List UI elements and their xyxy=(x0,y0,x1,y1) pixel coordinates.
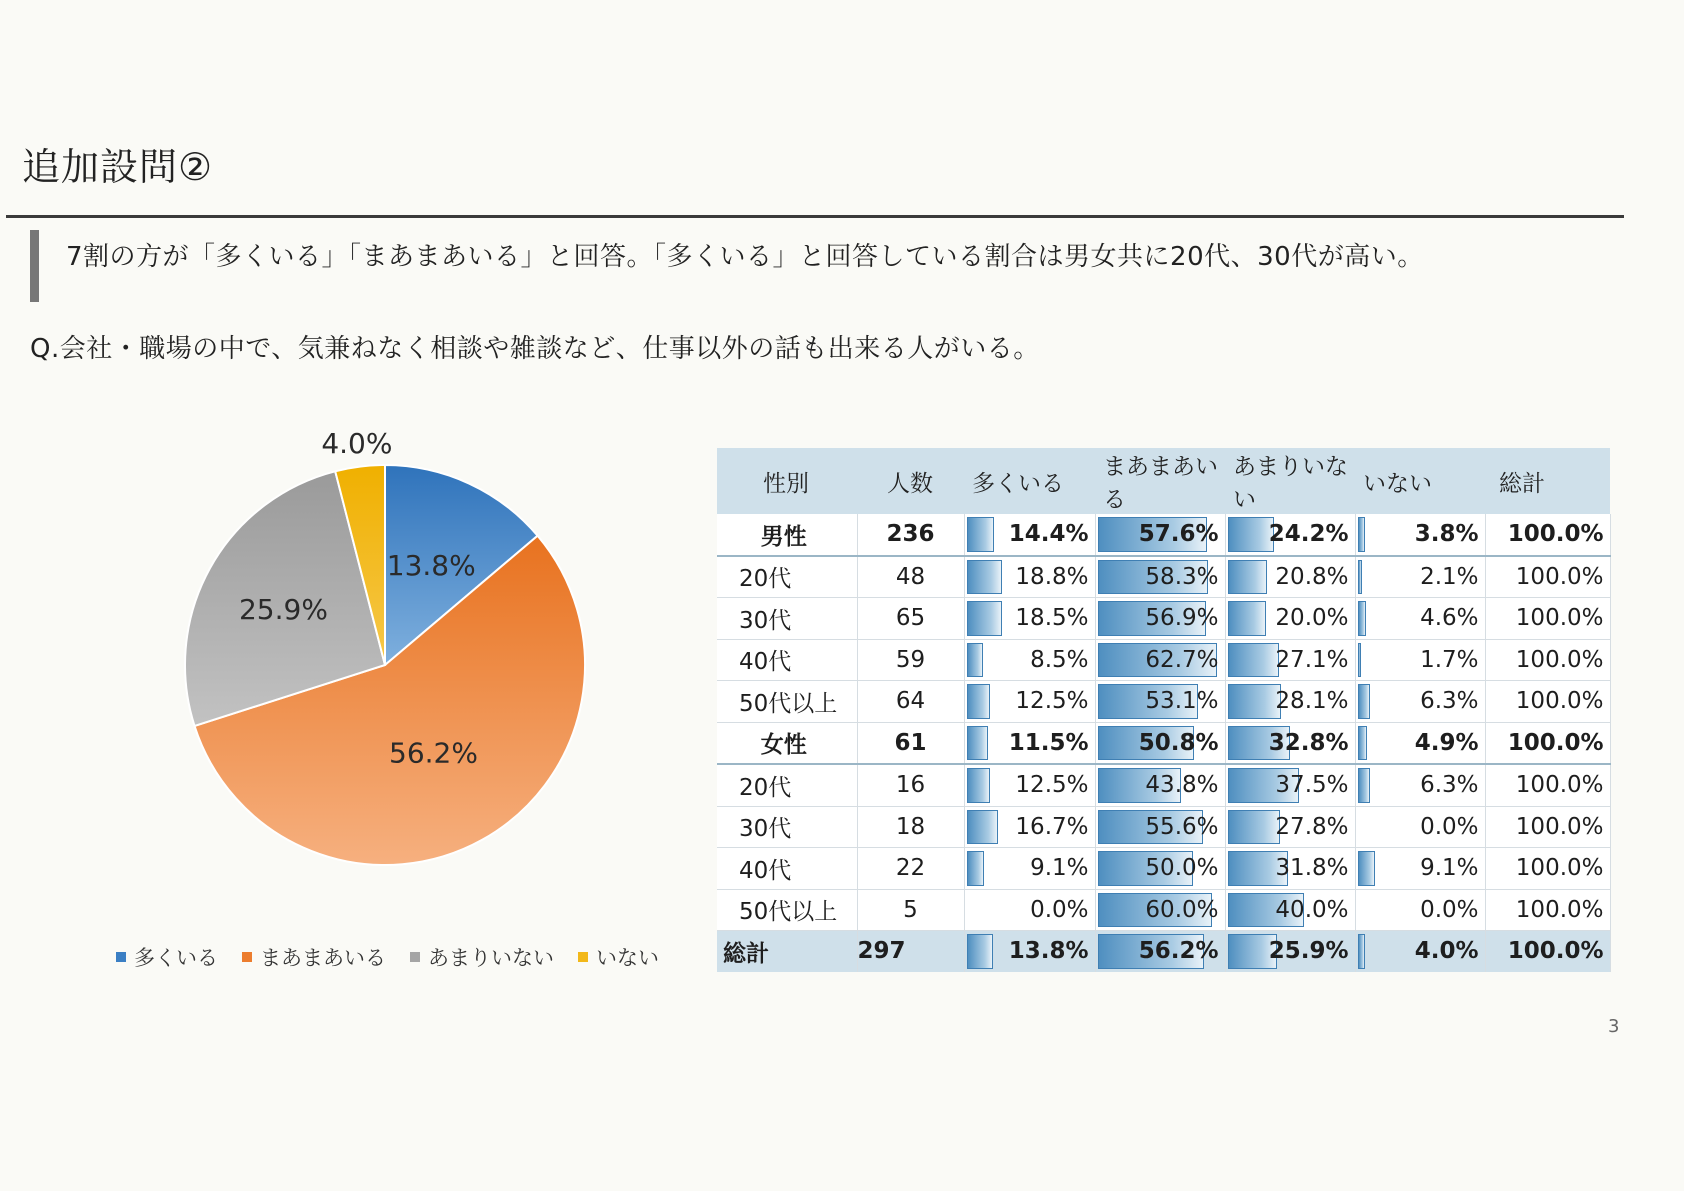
value-many: 12.5% xyxy=(1015,772,1089,799)
row-count: 64 xyxy=(857,681,964,723)
row-count: 16 xyxy=(857,764,964,806)
cell-many xyxy=(964,931,1095,972)
row-label: 男性 xyxy=(717,514,857,556)
value-many: 13.8% xyxy=(1008,938,1089,965)
table-row xyxy=(717,598,1610,640)
col-header-none: いない xyxy=(1355,448,1485,514)
pie-label-few: 25.9% xyxy=(238,592,328,626)
value-many: 14.4% xyxy=(1008,521,1089,548)
col-header-total: 総計 xyxy=(1485,448,1610,514)
table-row xyxy=(717,931,1610,972)
summary-text: 7割の方が「多くいる」「まあまあいる」と回答。「多くいる」と回答している割合は男女共に20代、30代が高い。 xyxy=(66,242,1424,272)
row-label: 20代 xyxy=(717,556,857,598)
page-title: 追加設問② xyxy=(22,145,214,189)
cell-none xyxy=(1355,681,1485,723)
cell-few xyxy=(1225,556,1355,598)
table-row xyxy=(717,764,1610,806)
row-label: 女性 xyxy=(717,722,857,764)
row-count: 236 xyxy=(857,514,964,556)
value-few: 28.1% xyxy=(1275,688,1349,715)
cell-none xyxy=(1355,722,1485,764)
legend-label-many: 多くいる xyxy=(134,946,218,970)
cell-some xyxy=(1095,681,1225,723)
value-few: 40.0% xyxy=(1275,896,1349,923)
pie-label-some: 56.2% xyxy=(389,736,478,770)
title-divider xyxy=(6,215,1624,218)
legend-label-none: いない xyxy=(596,946,659,970)
cell-some xyxy=(1095,514,1225,556)
pie-chart xyxy=(150,430,610,900)
value-none: 1.7% xyxy=(1420,646,1479,673)
table-header-row xyxy=(717,448,1610,514)
cell-few xyxy=(1225,806,1355,848)
value-some: 50.8% xyxy=(1138,729,1219,756)
cell-many xyxy=(964,806,1095,848)
cell-many xyxy=(964,848,1095,890)
value-many: 0.0% xyxy=(1030,896,1089,923)
cell-few xyxy=(1225,848,1355,890)
value-none: 0.0% xyxy=(1420,813,1479,840)
bar-none xyxy=(1358,768,1370,803)
cell-none xyxy=(1355,556,1485,598)
col-header-gender: 性別 xyxy=(717,448,857,514)
bar-many xyxy=(967,810,999,845)
cell-none xyxy=(1355,639,1485,681)
cell-many xyxy=(964,681,1095,723)
cell-many xyxy=(964,598,1095,640)
legend-swatch-some xyxy=(242,952,252,962)
row-count: 59 xyxy=(857,639,964,681)
value-many: 16.7% xyxy=(1015,813,1089,840)
row-label: 30代 xyxy=(717,598,857,640)
cell-some xyxy=(1095,556,1225,598)
cell-none xyxy=(1355,514,1485,556)
value-many: 8.5% xyxy=(1030,646,1089,673)
cell-some xyxy=(1095,806,1225,848)
value-none: 4.6% xyxy=(1420,605,1479,632)
cell-many xyxy=(964,556,1095,598)
legend-item-few xyxy=(410,942,554,972)
row-label: 40代 xyxy=(717,639,857,681)
bar-few xyxy=(1228,560,1268,595)
table-row xyxy=(717,556,1610,598)
value-none: 0.0% xyxy=(1420,896,1479,923)
pie-label-none: 4.0% xyxy=(321,430,393,460)
col-header-some: まあまあいる xyxy=(1095,448,1225,514)
cell-few xyxy=(1225,931,1355,972)
col-header-few: あまりいない xyxy=(1225,448,1355,514)
value-some: 58.3% xyxy=(1145,563,1219,590)
pie-label-many: 13.8% xyxy=(386,549,476,583)
row-label: 40代 xyxy=(717,848,857,890)
row-total: 100.0% xyxy=(1485,806,1610,848)
bar-none xyxy=(1358,601,1367,636)
row-label: 20代 xyxy=(717,764,857,806)
row-total: 100.0% xyxy=(1485,556,1610,598)
bar-few xyxy=(1228,517,1274,552)
row-total: 100.0% xyxy=(1485,514,1610,556)
row-total: 100.0% xyxy=(1485,681,1610,723)
row-total: 100.0% xyxy=(1485,722,1610,764)
value-none: 6.3% xyxy=(1420,772,1479,799)
value-many: 18.5% xyxy=(1015,605,1089,632)
value-few: 27.8% xyxy=(1275,813,1349,840)
value-some: 56.9% xyxy=(1145,605,1219,632)
cell-some xyxy=(1095,639,1225,681)
table-row xyxy=(717,514,1610,556)
value-some: 56.2% xyxy=(1138,938,1219,965)
cell-few xyxy=(1225,889,1355,931)
bar-none xyxy=(1358,934,1366,969)
bar-many xyxy=(967,684,991,719)
row-count: 22 xyxy=(857,848,964,890)
bar-none xyxy=(1358,684,1370,719)
bar-many xyxy=(967,560,1003,595)
row-count: 297 xyxy=(857,931,964,972)
pie-legend xyxy=(116,942,659,972)
row-label: 50代以上 xyxy=(717,889,857,931)
legend-label-few: あまりいない xyxy=(428,946,554,970)
cell-none xyxy=(1355,598,1485,640)
cell-some xyxy=(1095,889,1225,931)
value-few: 20.0% xyxy=(1275,605,1349,632)
value-many: 11.5% xyxy=(1008,729,1089,756)
value-many: 9.1% xyxy=(1030,855,1089,882)
cell-some xyxy=(1095,848,1225,890)
bar-many xyxy=(967,643,983,678)
row-total: 100.0% xyxy=(1485,848,1610,890)
row-label: 50代以上 xyxy=(717,681,857,723)
value-none: 4.9% xyxy=(1414,729,1479,756)
cell-some xyxy=(1095,598,1225,640)
bar-many xyxy=(967,851,984,886)
value-some: 50.0% xyxy=(1145,855,1219,882)
cell-none xyxy=(1355,848,1485,890)
value-some: 53.1% xyxy=(1145,688,1219,715)
cell-many xyxy=(964,889,1095,931)
value-some: 43.8% xyxy=(1145,772,1219,799)
row-count: 18 xyxy=(857,806,964,848)
value-few: 20.8% xyxy=(1275,563,1349,590)
row-count: 65 xyxy=(857,598,964,640)
bar-few xyxy=(1228,601,1266,636)
bar-many xyxy=(967,768,991,803)
table-row xyxy=(717,848,1610,890)
page-number: 3 xyxy=(1608,1016,1620,1037)
cell-many xyxy=(964,764,1095,806)
cell-many xyxy=(964,639,1095,681)
bar-many xyxy=(967,517,994,552)
table-row xyxy=(717,806,1610,848)
cell-some xyxy=(1095,722,1225,764)
table-row xyxy=(717,722,1610,764)
value-some: 55.6% xyxy=(1145,813,1219,840)
value-few: 32.8% xyxy=(1268,729,1349,756)
value-many: 12.5% xyxy=(1015,688,1089,715)
row-total: 100.0% xyxy=(1485,598,1610,640)
row-count: 48 xyxy=(857,556,964,598)
cell-few xyxy=(1225,514,1355,556)
value-few: 27.1% xyxy=(1275,646,1349,673)
breakdown-table xyxy=(717,448,1611,972)
row-count: 61 xyxy=(857,722,964,764)
value-some: 62.7% xyxy=(1145,646,1219,673)
value-some: 60.0% xyxy=(1145,896,1219,923)
legend-item-many xyxy=(116,942,218,972)
row-label: 30代 xyxy=(717,806,857,848)
legend-swatch-none xyxy=(578,952,588,962)
cell-few xyxy=(1225,722,1355,764)
bar-few xyxy=(1228,684,1281,719)
bar-none xyxy=(1358,851,1375,886)
cell-some xyxy=(1095,764,1225,806)
value-none: 6.3% xyxy=(1420,688,1479,715)
bar-many xyxy=(967,601,1002,636)
legend-swatch-many xyxy=(116,952,126,962)
bar-none xyxy=(1358,726,1367,761)
legend-item-none xyxy=(578,942,659,972)
row-label: 総計 xyxy=(717,931,857,972)
value-few: 24.2% xyxy=(1268,521,1349,548)
cell-few xyxy=(1225,764,1355,806)
bar-none xyxy=(1358,517,1365,552)
bar-none xyxy=(1358,643,1361,678)
value-none: 9.1% xyxy=(1420,855,1479,882)
value-many: 18.8% xyxy=(1015,563,1089,590)
table-row xyxy=(717,639,1610,681)
legend-item-some xyxy=(242,942,386,972)
cell-many xyxy=(964,722,1095,764)
bar-few xyxy=(1228,810,1281,845)
value-some: 57.6% xyxy=(1138,521,1219,548)
value-none: 2.1% xyxy=(1420,563,1479,590)
row-count: 5 xyxy=(857,889,964,931)
row-total: 100.0% xyxy=(1485,931,1610,972)
table-row xyxy=(717,681,1610,723)
row-total: 100.0% xyxy=(1485,764,1610,806)
bar-many xyxy=(967,934,993,969)
row-total: 100.0% xyxy=(1485,889,1610,931)
cell-many xyxy=(964,514,1095,556)
legend-swatch-few xyxy=(410,952,420,962)
bar-none xyxy=(1358,560,1362,595)
value-few: 31.8% xyxy=(1275,855,1349,882)
cell-few xyxy=(1225,639,1355,681)
cell-none xyxy=(1355,931,1485,972)
summary-accent-bar xyxy=(30,230,39,302)
bar-few xyxy=(1228,643,1280,678)
row-total: 100.0% xyxy=(1485,639,1610,681)
value-none: 3.8% xyxy=(1414,521,1479,548)
cell-none xyxy=(1355,806,1485,848)
col-header-count: 人数 xyxy=(857,448,964,514)
value-few: 25.9% xyxy=(1268,938,1349,965)
bar-many xyxy=(967,726,989,761)
value-few: 37.5% xyxy=(1275,772,1349,799)
cell-some xyxy=(1095,931,1225,972)
cell-few xyxy=(1225,681,1355,723)
value-none: 4.0% xyxy=(1414,938,1479,965)
legend-label-some: まあまあいる xyxy=(260,946,386,970)
question-text: Q.会社・職場の中で、気兼ねなく相談や雑談など、仕事以外の話も出来る人がいる。 xyxy=(30,334,1040,364)
cell-none xyxy=(1355,764,1485,806)
col-header-many: 多くいる xyxy=(964,448,1095,514)
cell-none xyxy=(1355,889,1485,931)
cell-few xyxy=(1225,598,1355,640)
table-row xyxy=(717,889,1610,931)
